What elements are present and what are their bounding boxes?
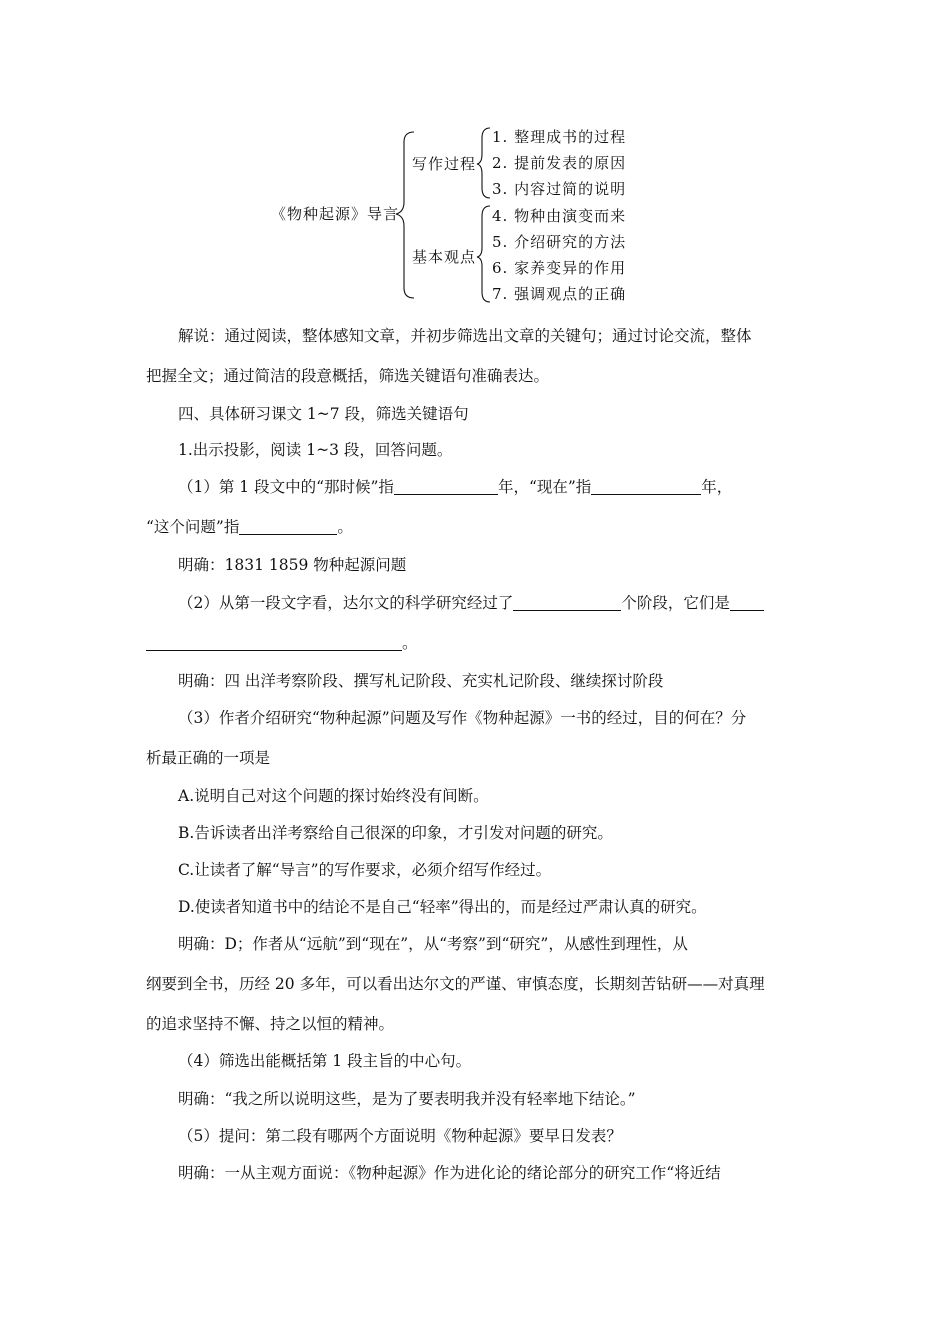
branch-label-writing: 写作过程 — [412, 155, 477, 173]
question-2-line-2 — [146, 632, 418, 654]
section-heading: 四、具体研习课文 1~7 段，筛选关键语句 — [178, 405, 469, 423]
answer-blank — [394, 478, 498, 495]
answer-blank — [513, 594, 621, 611]
answer-5: 明确：一从主观方面说：《物种起源》作为进化论的绪论部分的研究工作“将近结 — [178, 1164, 721, 1182]
diagram-item: 6. 家养变异的作用 — [492, 259, 627, 277]
q2-text-a: （2）从第一段文字看，达尔文的科学研究经过了 — [178, 594, 514, 612]
answer-3-line-2: 纲要到全书，历经 20 多年，可以看出达尔文的严谨、审慎态度，长期刻苦钻研——对真理 — [146, 975, 765, 993]
q1-text-c: 年， — [701, 478, 733, 496]
question-1-line-2 — [146, 516, 353, 538]
q1-text-d: “这个问题”指 — [146, 518, 240, 536]
diagram-root: 《物种起源》导言 — [271, 205, 400, 223]
question-1-line-1 — [178, 476, 732, 498]
answer-4: 明确：“我之所以说明这些，是为了要表明我并没有轻率地下结论。” — [178, 1090, 636, 1108]
diagram-item: 3. 内容过简的说明 — [492, 180, 627, 198]
branch-brace-1 — [477, 128, 490, 198]
option-c: C.让读者了解“导言”的写作要求，必须介绍写作经过。 — [178, 861, 552, 879]
diagram-item: 7. 强调观点的正确 — [492, 285, 627, 303]
q1-text-e: 。 — [337, 518, 353, 536]
outline-diagram — [0, 0, 950, 320]
q2-text-b: 个阶段，它们是 — [621, 594, 730, 612]
answer-blank — [239, 518, 337, 535]
branch-brace-2 — [477, 206, 490, 302]
option-b: B.告诉读者出洋考察给自己很深的印象，才引发对问题的研究。 — [178, 824, 613, 842]
option-d: D.使读者知道书中的结论不是自己“轻率”得出的，而是经过严肃认真的研究。 — [178, 898, 707, 916]
answer-3-line-1: 明确：D；作者从“远航”到“现在”，从“考察”到“研究”，从感性到理性，从 — [178, 935, 688, 953]
answer-blank — [146, 634, 402, 651]
answer-blank — [591, 478, 701, 495]
answer-2: 明确：四 出洋考察阶段、撰写札记阶段、充实札记阶段、继续探讨阶段 — [178, 672, 664, 690]
q1-text-a: （1）第 1 段文中的“那时候”指 — [178, 478, 394, 496]
diagram-item: 2. 提前发表的原因 — [492, 154, 627, 172]
answer-blank — [730, 594, 764, 611]
question-3-line-1: （3）作者介绍研究“物种起源”问题及写作《物种起源》一书的经过，目的何在？分 — [178, 709, 747, 727]
diagram-item: 4. 物种由演变而来 — [492, 207, 627, 225]
answer-3-line-3: 的追求坚持不懈、持之以恒的精神。 — [146, 1015, 395, 1033]
answer-1: 明确：1831 1859 物种起源问题 — [178, 556, 407, 574]
question-5: （5）提问：第二段有哪两个方面说明《物种起源》要早日发表？ — [178, 1127, 622, 1145]
option-a: A.说明自己对这个问题的探讨始终没有间断。 — [178, 787, 489, 805]
item-1: 1.出示投影，阅读 1~3 段，回答问题。 — [178, 441, 453, 459]
explain-line-1: 解说：通过阅读，整体感知文章，并初步筛选出文章的关键句；通过讨论交流，整体 — [178, 327, 752, 345]
q1-text-b: 年，“现在”指 — [497, 478, 592, 496]
q2-text-c: 。 — [402, 634, 418, 652]
explain-line-2: 把握全文；通过简洁的段意概括，筛选关键语句准确表达。 — [146, 367, 550, 385]
diagram-item: 1. 整理成书的过程 — [492, 128, 627, 146]
question-2-line-1 — [178, 592, 764, 614]
branch-label-viewpoints: 基本观点 — [412, 248, 477, 266]
question-3-line-2: 析最正确的一项是 — [146, 749, 271, 767]
question-4: （4）筛选出能概括第 1 段主旨的中心句。 — [178, 1052, 472, 1070]
diagram-item: 5. 介绍研究的方法 — [492, 233, 627, 251]
